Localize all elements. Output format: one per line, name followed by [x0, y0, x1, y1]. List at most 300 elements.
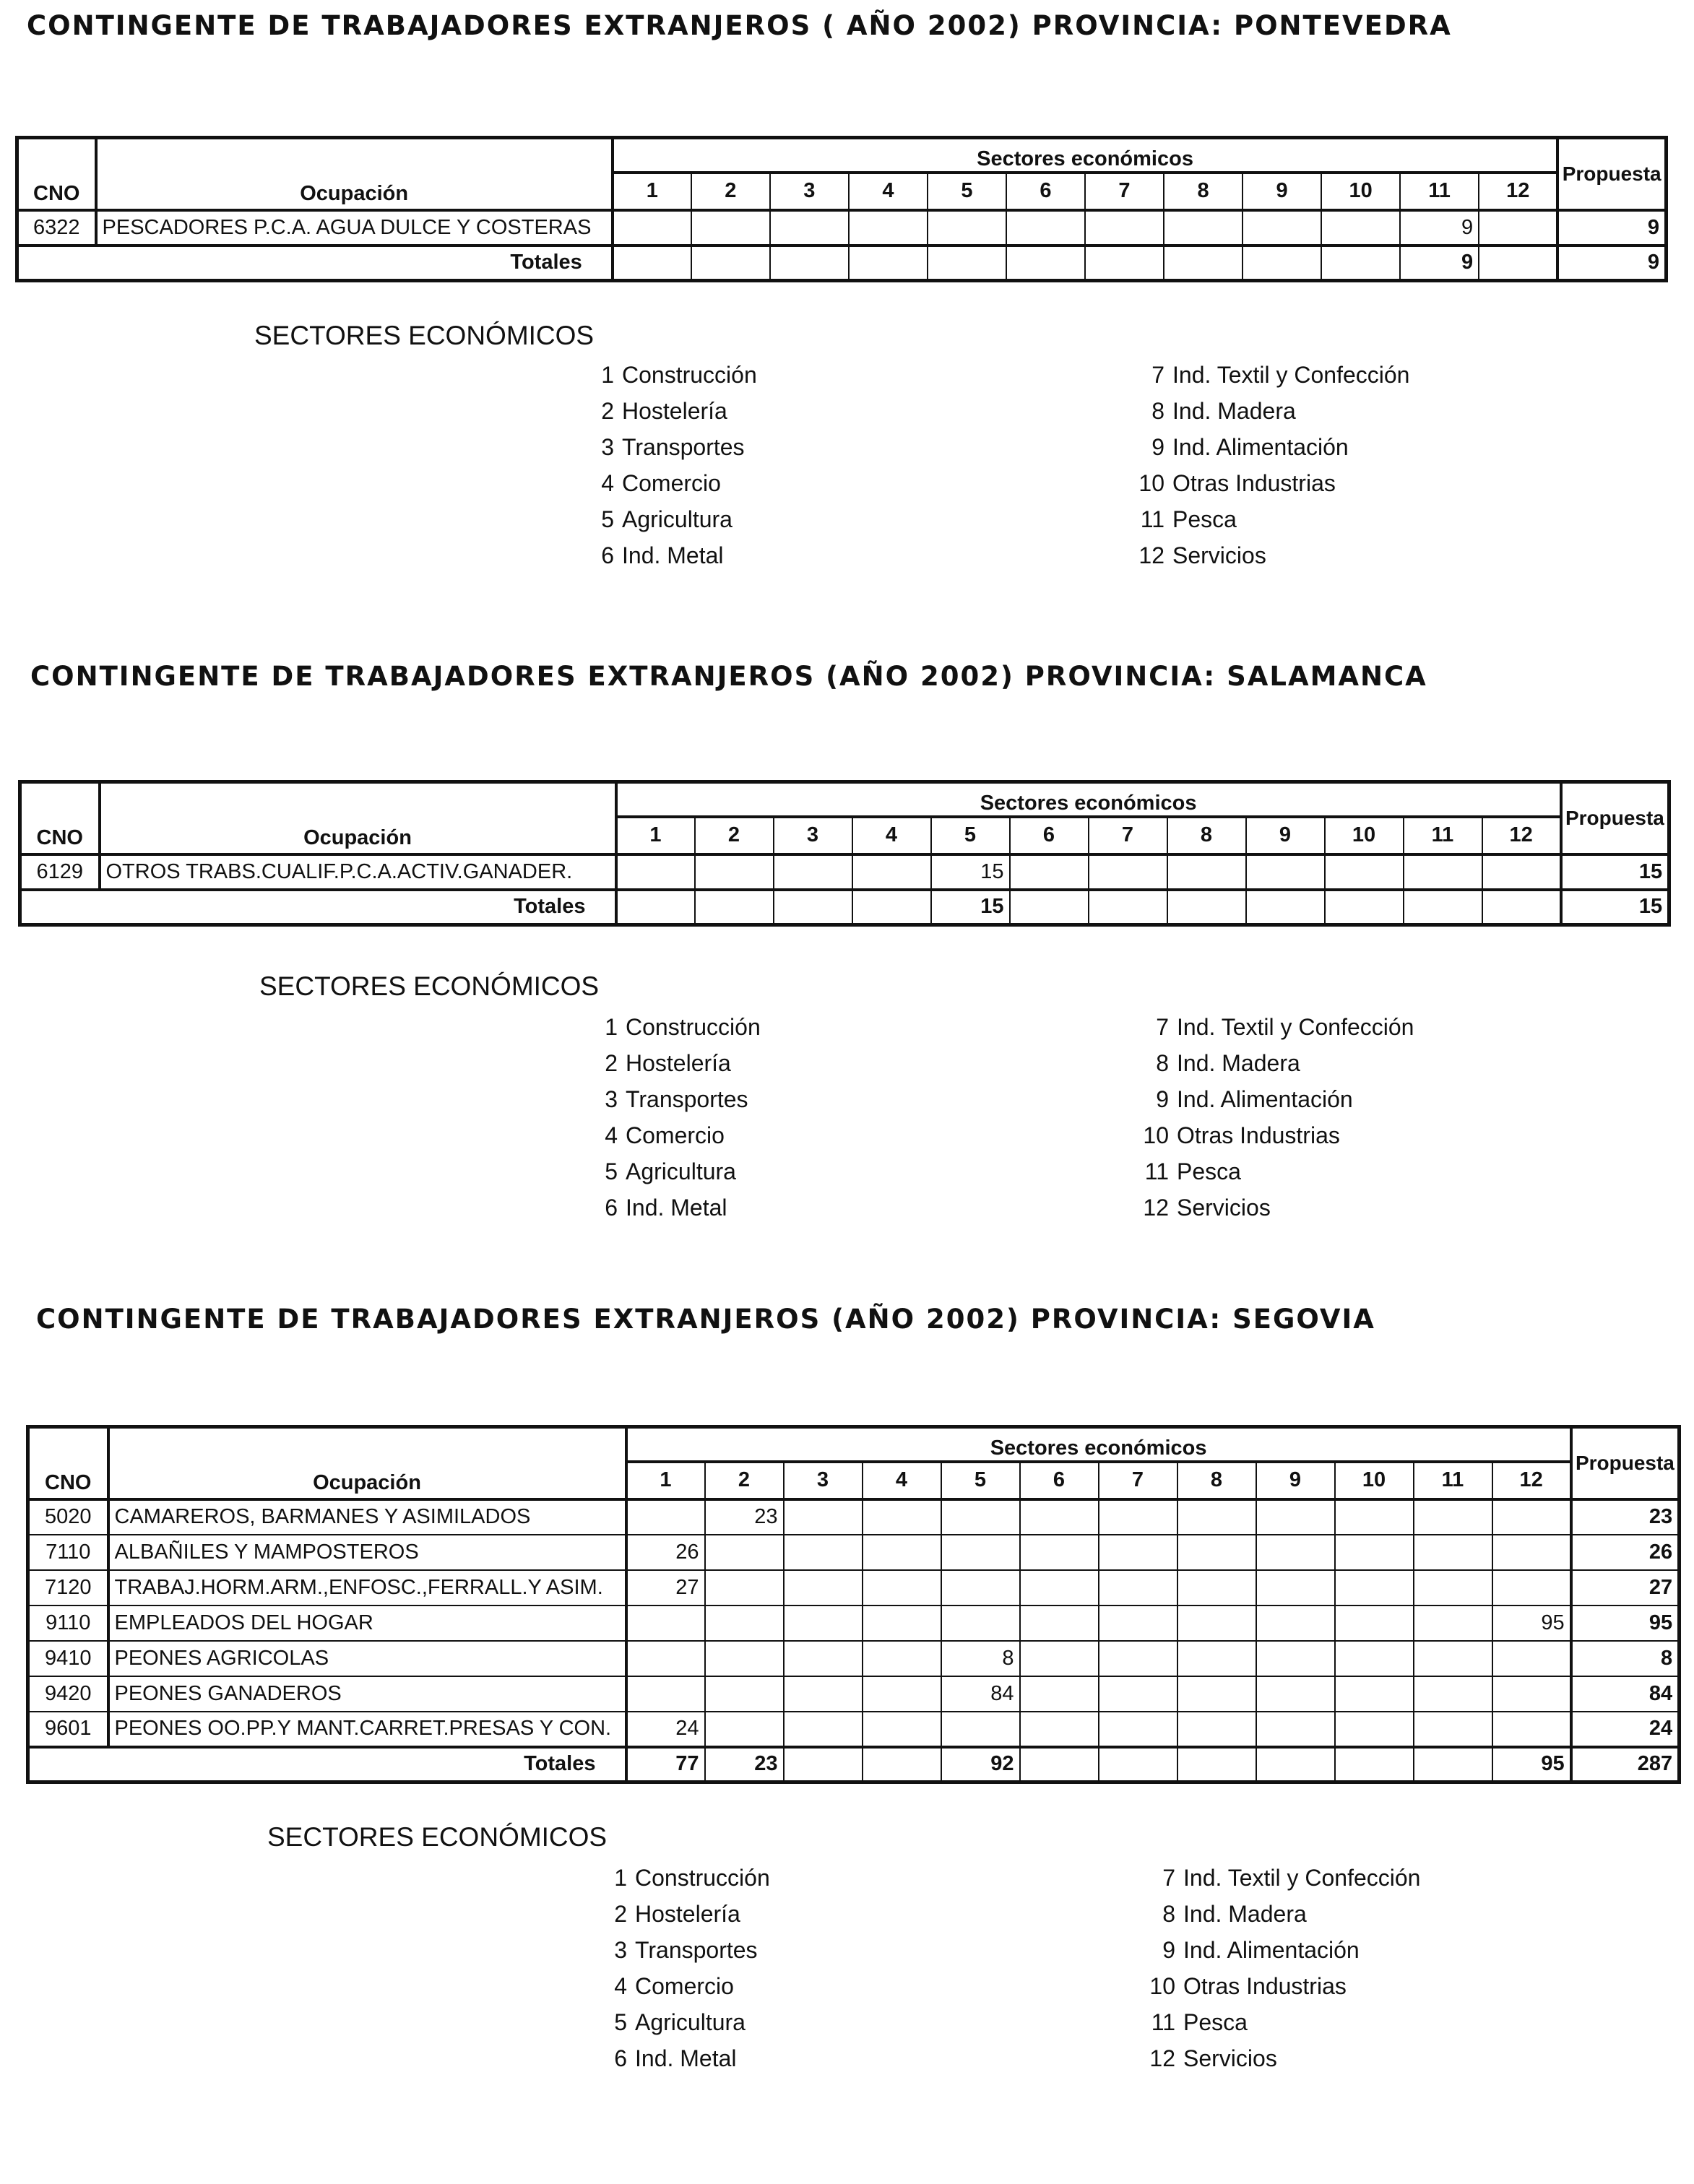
legend-item-label: Ind. Metal	[635, 2045, 737, 2071]
legend-item-label: Ind. Madera	[1172, 398, 1296, 424]
cno-cell: 6322	[17, 210, 96, 246]
legend-item-number: 8	[1162, 1901, 1175, 1927]
legend-item-label: Ind. Textil y Confección	[1183, 1865, 1421, 1891]
sector-value-cell	[1020, 1535, 1099, 1570]
sector-value-cell	[1256, 1606, 1335, 1641]
legend-item	[1128, 501, 1409, 537]
contingent-table-salamanca	[18, 780, 1671, 927]
sector-value-cell	[626, 1641, 705, 1676]
legend-title: SECTORES ECONÓMICOS	[254, 321, 595, 350]
sector-value-cell	[1167, 854, 1246, 890]
legend-item-number: 10	[1149, 1973, 1175, 1999]
sector-number-header: 12	[1492, 1462, 1571, 1499]
sector-value-cell	[1099, 1499, 1177, 1535]
sector-value-cell	[1414, 1570, 1492, 1606]
total-value-cell	[1167, 890, 1246, 925]
total-value-cell	[695, 890, 774, 925]
sector-value-cell	[1256, 1570, 1335, 1606]
sector-number-header: 3	[770, 173, 849, 210]
sector-value-cell	[1482, 854, 1561, 890]
legend-item-number: 6	[614, 2045, 627, 2071]
legend-item-number: 11	[1140, 506, 1164, 532]
sector-value-cell	[1256, 1641, 1335, 1676]
legend-item	[582, 1009, 761, 1045]
legend-item-label: Hostelería	[622, 398, 727, 424]
legend-item	[1128, 429, 1409, 465]
legend-item-label: Construcción	[635, 1865, 770, 1891]
sector-value-cell	[1256, 1676, 1335, 1712]
legend-item-label: Ind. Alimentación	[1177, 1086, 1353, 1112]
legend-item	[1133, 1009, 1414, 1045]
sector-value-cell	[1177, 1606, 1256, 1641]
sector-value-cell	[613, 210, 691, 246]
sector-value-cell	[1325, 854, 1404, 890]
sector-value-cell	[849, 210, 928, 246]
section-title-pontevedra: CONTINGENTE DE TRABAJADORES EXTRANJEROS ( AÑO 2002) PROVINCIA: PONTEVEDRA	[27, 10, 1452, 41]
legend-item-number: 9	[1156, 1086, 1169, 1112]
sector-value-cell	[1335, 1570, 1414, 1606]
sector-value-cell	[1164, 210, 1243, 246]
cno-header: CNO	[17, 138, 96, 210]
legend-item-number: 10	[1138, 470, 1164, 496]
legend-item-label: Pesca	[1183, 2009, 1248, 2035]
total-value-cell	[928, 246, 1006, 281]
legend-item	[591, 1896, 770, 1932]
sector-value-cell	[852, 854, 931, 890]
contingent-table-pontevedra	[15, 136, 1668, 282]
sector-value-cell: 24	[626, 1712, 705, 1747]
cno-header: CNO	[20, 782, 100, 854]
sector-value-cell	[1020, 1712, 1099, 1747]
sector-value-cell	[1335, 1499, 1414, 1535]
cno-header: CNO	[28, 1427, 108, 1499]
legend-item	[1128, 537, 1409, 573]
legend-item-number: 1	[614, 1865, 627, 1891]
sector-value-cell	[941, 1499, 1020, 1535]
sector-number-header: 2	[705, 1462, 784, 1499]
total-value-cell: 9	[1400, 246, 1479, 281]
legend-item-number: 2	[601, 398, 614, 424]
sector-value-cell	[695, 854, 774, 890]
legend-item-number: 9	[1151, 434, 1164, 460]
legend-item-number: 7	[1156, 1014, 1169, 1040]
total-value-cell	[1010, 890, 1089, 925]
sector-value-cell	[1099, 1641, 1177, 1676]
sector-value-cell: 26	[626, 1535, 705, 1570]
sector-number-header: 10	[1335, 1462, 1414, 1499]
legend-item-label: Pesca	[1177, 1158, 1241, 1184]
legend-item-number: 11	[1144, 1158, 1169, 1184]
sector-value-cell	[784, 1676, 863, 1712]
legend-item	[1139, 1896, 1420, 1932]
sector-value-cell	[1177, 1499, 1256, 1535]
sector-value-cell	[1256, 1535, 1335, 1570]
sector-number-header: 8	[1177, 1462, 1256, 1499]
sector-value-cell	[784, 1570, 863, 1606]
legend-item	[591, 1932, 770, 1968]
legend-item	[582, 1117, 761, 1153]
sector-number-header: 7	[1089, 817, 1167, 854]
legend-item-number: 8	[1151, 398, 1164, 424]
sector-number-header: 8	[1167, 817, 1246, 854]
sector-number-header: 5	[931, 817, 1010, 854]
section-title-segovia: CONTINGENTE DE TRABAJADORES EXTRANJEROS (AÑO 2002) PROVINCIA: SEGOVIA	[36, 1304, 1375, 1335]
legend-item-label: Construcción	[626, 1014, 761, 1040]
cno-cell: 9601	[28, 1712, 108, 1747]
sector-number-header: 6	[1020, 1462, 1099, 1499]
sector-value-cell	[1020, 1641, 1099, 1676]
legend-item-number: 3	[605, 1086, 618, 1112]
sector-value-cell	[1177, 1535, 1256, 1570]
legend-item-number: 5	[614, 2009, 627, 2035]
totals-label: Totales	[20, 890, 616, 925]
total-value-cell	[1006, 246, 1085, 281]
totals-label: Totales	[28, 1747, 626, 1782]
sector-number-header: 9	[1246, 817, 1325, 854]
sector-number-header: 12	[1482, 817, 1561, 854]
sector-value-cell	[863, 1676, 941, 1712]
sector-value-cell	[626, 1676, 705, 1712]
ocupacion-cell: OTROS TRABS.CUALIF.P.C.A.ACTIV.GANADER.	[100, 854, 616, 890]
legend-item-label: Construcción	[622, 362, 757, 388]
total-value-cell	[1256, 1747, 1335, 1782]
sector-number-header: 3	[774, 817, 852, 854]
sector-value-cell	[863, 1641, 941, 1676]
sector-value-cell	[1089, 854, 1167, 890]
propuesta-cell: 24	[1571, 1712, 1680, 1747]
sector-number-header: 10	[1325, 817, 1404, 854]
sector-value-cell	[1414, 1641, 1492, 1676]
table-row	[28, 1570, 1680, 1606]
sector-number-header: 5	[928, 173, 1006, 210]
legend-item	[582, 1081, 761, 1117]
legend-item	[1128, 465, 1409, 501]
legend-item-label: Pesca	[1172, 506, 1237, 532]
legend-item-label: Servicios	[1177, 1195, 1271, 1221]
sector-value-cell	[941, 1606, 1020, 1641]
propuesta-header: Propuesta	[1557, 138, 1666, 210]
legend-item	[578, 429, 757, 465]
sector-number-header: 7	[1099, 1462, 1177, 1499]
total-value-cell	[1321, 246, 1400, 281]
legend-item-label: Otras Industrias	[1177, 1122, 1340, 1148]
legend-item-number: 12	[1149, 2045, 1175, 2071]
sector-value-cell: 15	[931, 854, 1010, 890]
sector-value-cell	[1414, 1606, 1492, 1641]
propuesta-cell: 23	[1571, 1499, 1680, 1535]
sector-value-cell	[705, 1712, 784, 1747]
total-value-cell	[1325, 890, 1404, 925]
table-row	[28, 1641, 1680, 1676]
sector-number-header: 11	[1400, 173, 1479, 210]
legend-item	[1139, 1968, 1420, 2004]
legend-item	[591, 1860, 770, 1896]
sector-number-header: 4	[852, 817, 931, 854]
ocupacion-cell: EMPLEADOS DEL HOGAR	[108, 1606, 626, 1641]
sector-number-header: 1	[616, 817, 695, 854]
legend-item-number: 4	[614, 1973, 627, 1999]
total-value-cell	[691, 246, 770, 281]
sector-value-cell	[616, 854, 695, 890]
legend-item	[578, 501, 757, 537]
legend-item-label: Comercio	[626, 1122, 725, 1148]
sector-number-header: 6	[1010, 817, 1089, 854]
legend-item-label: Ind. Textil y Confección	[1172, 362, 1410, 388]
sector-number-header: 6	[1006, 173, 1085, 210]
legend-item	[1139, 1932, 1420, 1968]
legend-column-right	[1133, 1009, 1414, 1226]
sector-value-cell	[1177, 1570, 1256, 1606]
total-value-cell	[1164, 246, 1243, 281]
legend-item	[578, 537, 757, 573]
sector-value-cell	[941, 1535, 1020, 1570]
table-row	[28, 1499, 1680, 1535]
sector-value-cell	[691, 210, 770, 246]
legend-item-label: Agricultura	[635, 2009, 746, 2035]
legend-item	[578, 465, 757, 501]
sector-number-header: 11	[1404, 817, 1482, 854]
legend-item-number: 6	[601, 542, 614, 568]
ocupacion-header: Ocupación	[100, 782, 616, 854]
cno-cell: 9410	[28, 1641, 108, 1676]
sector-value-cell	[941, 1712, 1020, 1747]
sector-value-cell	[1099, 1712, 1177, 1747]
sector-value-cell	[1256, 1499, 1335, 1535]
legend-item-label: Hostelería	[635, 1901, 740, 1927]
propuesta-cell: 95	[1571, 1606, 1680, 1641]
totals-label: Totales	[17, 246, 613, 281]
legend-column-left	[591, 1860, 770, 2076]
sectors-header: Sectores económicos	[616, 782, 1561, 817]
sector-value-cell	[705, 1606, 784, 1641]
section-title-salamanca: CONTINGENTE DE TRABAJADORES EXTRANJEROS (AÑO 2002) PROVINCIA: SALAMANCA	[30, 661, 1427, 692]
legend-item-label: Otras Industrias	[1172, 470, 1336, 496]
legend-title: SECTORES ECONÓMICOS	[267, 1822, 608, 1852]
sector-number-header: 4	[849, 173, 928, 210]
legend-item	[582, 1153, 761, 1190]
sector-value-cell	[770, 210, 849, 246]
sector-value-cell	[1020, 1499, 1099, 1535]
total-value-cell	[1243, 246, 1321, 281]
sector-value-cell: 84	[941, 1676, 1020, 1712]
sector-value-cell: 95	[1492, 1606, 1571, 1641]
sector-number-header: 9	[1256, 1462, 1335, 1499]
sector-value-cell	[705, 1676, 784, 1712]
totals-row	[28, 1747, 1680, 1782]
sector-value-cell	[1321, 210, 1400, 246]
cno-cell: 9110	[28, 1606, 108, 1641]
sector-number-header: 11	[1414, 1462, 1492, 1499]
total-value-cell	[784, 1747, 863, 1782]
total-value-cell	[1482, 890, 1561, 925]
legend-item-label: Agricultura	[622, 506, 733, 532]
cno-cell: 9420	[28, 1676, 108, 1712]
legend-item-label: Ind. Madera	[1177, 1050, 1300, 1076]
sector-value-cell	[1492, 1712, 1571, 1747]
total-value-cell	[616, 890, 695, 925]
sector-value-cell	[1020, 1570, 1099, 1606]
sector-value-cell	[863, 1606, 941, 1641]
ocupacion-cell: PESCADORES P.C.A. AGUA DULCE Y COSTERAS	[96, 210, 613, 246]
legend-item-label: Agricultura	[626, 1158, 736, 1184]
sector-value-cell	[784, 1712, 863, 1747]
ocupacion-cell: PEONES AGRICOLAS	[108, 1641, 626, 1676]
sector-value-cell	[1492, 1535, 1571, 1570]
sector-value-cell	[705, 1641, 784, 1676]
sector-value-cell	[1404, 854, 1482, 890]
legend-item-number: 1	[601, 362, 614, 388]
legend-item-number: 7	[1151, 362, 1164, 388]
ocupacion-cell: TRABAJ.HORM.ARM.,ENFOSC.,FERRALL.Y ASIM.	[108, 1570, 626, 1606]
sectors-header: Sectores económicos	[626, 1427, 1571, 1462]
legend-column-right	[1139, 1860, 1420, 2076]
sector-value-cell	[1177, 1712, 1256, 1747]
legend-item	[591, 2040, 770, 2076]
legend-item-label: Ind. Textil y Confección	[1177, 1014, 1414, 1040]
legend-item	[1139, 2040, 1420, 2076]
sector-value-cell: 9	[1400, 210, 1479, 246]
legend-item-number: 3	[614, 1937, 627, 1963]
legend-item	[591, 2004, 770, 2040]
sector-number-header: 9	[1243, 173, 1321, 210]
sector-value-cell	[1492, 1676, 1571, 1712]
cno-cell: 7120	[28, 1570, 108, 1606]
legend-item	[1139, 2004, 1420, 2040]
sector-value-cell	[863, 1570, 941, 1606]
sector-value-cell	[1177, 1641, 1256, 1676]
legend-item-label: Servicios	[1172, 542, 1266, 568]
total-value-cell: 95	[1492, 1747, 1571, 1782]
totals-row	[17, 246, 1667, 281]
sector-value-cell	[1414, 1499, 1492, 1535]
legend-item-label: Transportes	[635, 1937, 758, 1963]
sector-value-cell	[774, 854, 852, 890]
sector-number-header: 12	[1479, 173, 1557, 210]
total-value-cell: 15	[931, 890, 1010, 925]
total-value-cell	[849, 246, 928, 281]
cno-cell: 7110	[28, 1535, 108, 1570]
sector-value-cell	[626, 1606, 705, 1641]
legend-item-number: 11	[1151, 2009, 1175, 2035]
sector-value-cell: 23	[705, 1499, 784, 1535]
sector-value-cell	[1085, 210, 1164, 246]
sector-value-cell	[1256, 1712, 1335, 1747]
table-row	[28, 1606, 1680, 1641]
sector-number-header: 7	[1085, 173, 1164, 210]
ocupacion-header: Ocupación	[108, 1427, 626, 1499]
sector-number-header: 3	[784, 1462, 863, 1499]
sector-value-cell: 27	[626, 1570, 705, 1606]
sector-value-cell	[941, 1570, 1020, 1606]
sector-value-cell	[1479, 210, 1557, 246]
total-value-cell: 23	[705, 1747, 784, 1782]
sector-value-cell	[863, 1712, 941, 1747]
sector-number-header: 10	[1321, 173, 1400, 210]
legend-item	[578, 393, 757, 429]
ocupacion-cell: CAMAREROS, BARMANES Y ASIMILADOS	[108, 1499, 626, 1535]
legend-item-label: Ind. Alimentación	[1172, 434, 1349, 460]
legend-item-number: 5	[601, 506, 614, 532]
sector-value-cell	[1335, 1535, 1414, 1570]
legend-item-number: 4	[605, 1122, 618, 1148]
sector-value-cell	[1335, 1712, 1414, 1747]
total-value-cell	[770, 246, 849, 281]
legend-item-label: Comercio	[635, 1973, 734, 1999]
sector-value-cell	[1099, 1570, 1177, 1606]
legend-item-number: 5	[605, 1158, 618, 1184]
sector-value-cell	[1414, 1535, 1492, 1570]
ocupacion-cell: PEONES OO.PP.Y MANT.CARRET.PRESAS Y CON.	[108, 1712, 626, 1747]
sector-value-cell	[784, 1499, 863, 1535]
legend-item-label: Ind. Metal	[626, 1195, 727, 1221]
legend-item	[1133, 1190, 1414, 1226]
legend-title: SECTORES ECONÓMICOS	[259, 971, 600, 1001]
legend-item-label: Servicios	[1183, 2045, 1277, 2071]
sector-value-cell	[863, 1535, 941, 1570]
sector-number-header: 1	[626, 1462, 705, 1499]
sector-value-cell	[705, 1535, 784, 1570]
sector-value-cell	[1414, 1712, 1492, 1747]
total-propuesta-cell: 287	[1571, 1747, 1680, 1782]
legend-item	[578, 357, 757, 393]
legend-item-number: 12	[1138, 542, 1164, 568]
table-row	[28, 1676, 1680, 1712]
propuesta-cell: 15	[1561, 854, 1669, 890]
legend-column-right	[1128, 357, 1409, 573]
legend-item	[1133, 1153, 1414, 1190]
sector-value-cell	[1020, 1606, 1099, 1641]
totals-row	[20, 890, 1669, 925]
legend-item-label: Hostelería	[626, 1050, 731, 1076]
legend-item	[1133, 1045, 1414, 1081]
ocupacion-cell: PEONES GANADEROS	[108, 1676, 626, 1712]
sector-value-cell	[1335, 1676, 1414, 1712]
legend-item-label: Ind. Alimentación	[1183, 1937, 1360, 1963]
sectors-header: Sectores económicos	[613, 138, 1558, 173]
legend-item	[582, 1190, 761, 1226]
sector-value-cell: 8	[941, 1641, 1020, 1676]
legend-item-number: 7	[1162, 1865, 1175, 1891]
sector-value-cell	[863, 1499, 941, 1535]
sector-value-cell	[1414, 1676, 1492, 1712]
sector-number-header: 1	[613, 173, 691, 210]
total-value-cell	[1404, 890, 1482, 925]
sector-value-cell	[784, 1606, 863, 1641]
legend-item-label: Transportes	[622, 434, 745, 460]
legend-item-label: Ind. Metal	[622, 542, 724, 568]
propuesta-header: Propuesta	[1561, 782, 1669, 854]
total-propuesta-cell: 9	[1557, 246, 1666, 281]
sector-value-cell	[1335, 1641, 1414, 1676]
legend-item-label: Ind. Madera	[1183, 1901, 1307, 1927]
sector-number-header: 2	[695, 817, 774, 854]
sector-value-cell	[1335, 1606, 1414, 1641]
sector-value-cell	[1492, 1641, 1571, 1676]
legend-item-number: 1	[605, 1014, 618, 1040]
propuesta-cell: 27	[1571, 1570, 1680, 1606]
sector-value-cell	[1177, 1676, 1256, 1712]
cno-cell: 6129	[20, 854, 100, 890]
ocupacion-cell: ALBAÑILES Y MAMPOSTEROS	[108, 1535, 626, 1570]
total-value-cell	[1414, 1747, 1492, 1782]
table-row	[17, 210, 1667, 246]
sector-value-cell	[1099, 1676, 1177, 1712]
legend-item	[582, 1045, 761, 1081]
propuesta-cell: 26	[1571, 1535, 1680, 1570]
sector-number-header: 5	[941, 1462, 1020, 1499]
sector-value-cell	[928, 210, 1006, 246]
legend-item-number: 12	[1143, 1195, 1169, 1221]
